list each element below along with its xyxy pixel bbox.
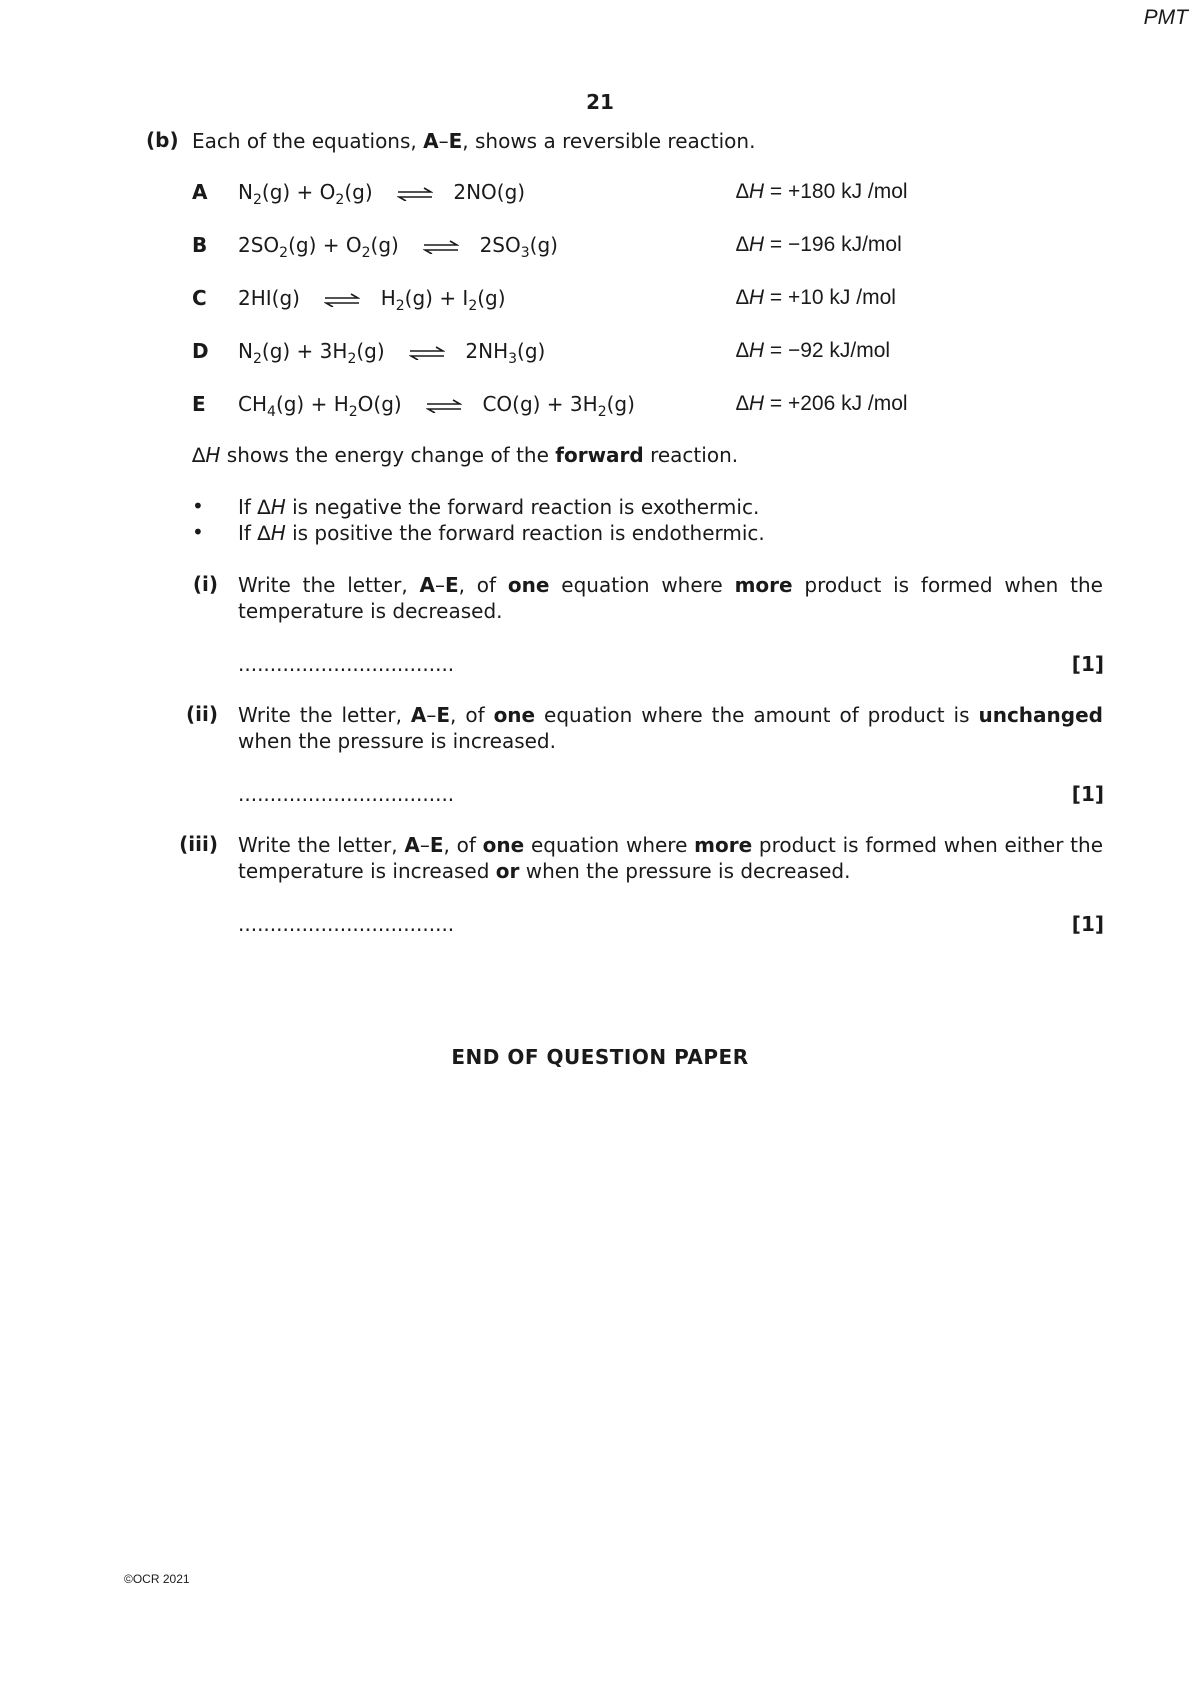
enthalpy-b: ∆H = −196 kJ/mol [736, 233, 902, 256]
equation-e: $CH_4(g) + H_2O(g) CO(g) + 3H_2(g)$ [238, 392, 635, 420]
equilibrium-arrow-icon [397, 187, 433, 201]
equation-b: $2SO_2(g) + O_2(g)$ $2SO_3(g)$ [238, 233, 558, 261]
equilibrium-arrow-icon [324, 293, 360, 307]
answer-line[interactable]: .................................. [238, 782, 455, 806]
equation-letter: D [192, 339, 209, 363]
equation-c: 2HI(g) $H_2(g) + I_2(g)$ [238, 286, 506, 314]
marks: [1] [1071, 912, 1104, 936]
question-number: (i) [192, 572, 218, 596]
bullet-endothermic: If ∆H is positive the forward reaction is endothermic. [238, 521, 765, 545]
question-number: (ii) [186, 702, 218, 726]
page-number: 21 [586, 90, 614, 114]
copyright: ©OCR 2021 [124, 1572, 190, 1586]
question-iii-text: Write the letter, A–E, of one equation where more product is formed when either the temperature is increased or when the pressure is decreased. [238, 833, 1103, 883]
equilibrium-arrow-icon [423, 240, 459, 254]
enthalpy-e: ∆H = +206 kJ /mol [736, 392, 908, 415]
part-label: (b) [146, 128, 179, 152]
equilibrium-arrow-icon [409, 346, 445, 360]
enthalpy-a: ∆H = +180 kJ /mol [736, 180, 908, 203]
equation-d: $N_2(g) + 3H_2(g)$ $2NH_3(g)$ [238, 339, 546, 367]
equation-a: $N_2(g) + O_2(g)$ 2NO(g) [238, 180, 526, 208]
bullet-exothermic: If ∆H is negative the forward reaction is exothermic. [238, 495, 760, 519]
question-number: (iii) [179, 832, 218, 856]
equation-letter: C [192, 286, 207, 310]
question-ii-text: Write the letter, A–E, of one equation where the amount of product is unchanged when the pressure is increased. [238, 703, 1103, 753]
bullet-icon: • [192, 494, 204, 518]
equation-letter: B [192, 233, 208, 257]
equilibrium-arrow-icon [426, 399, 462, 413]
part-intro: Each of the equations, A–E, shows a reversible reaction. [192, 129, 756, 153]
marks: [1] [1071, 652, 1104, 676]
bullet-icon: • [192, 520, 204, 544]
pmt-corner-mark: PMT [1143, 6, 1188, 29]
marks: [1] [1071, 782, 1104, 806]
equation-letter: E [192, 392, 206, 416]
enthalpy-d: ∆H = −92 kJ/mol [736, 339, 891, 362]
question-i-text: Write the letter, A–E, of one equation where more product is formed when the temperature is decreased. [238, 573, 1103, 623]
answer-line[interactable]: .................................. [238, 652, 455, 676]
enthalpy-c: ∆H = +10 kJ /mol [736, 286, 896, 309]
equation-letter: A [192, 180, 208, 204]
answer-line[interactable]: .................................. [238, 912, 455, 936]
end-of-paper: END OF QUESTION PAPER [451, 1045, 749, 1069]
dh-note: ∆H shows the energy change of the forward reaction. [192, 443, 739, 467]
